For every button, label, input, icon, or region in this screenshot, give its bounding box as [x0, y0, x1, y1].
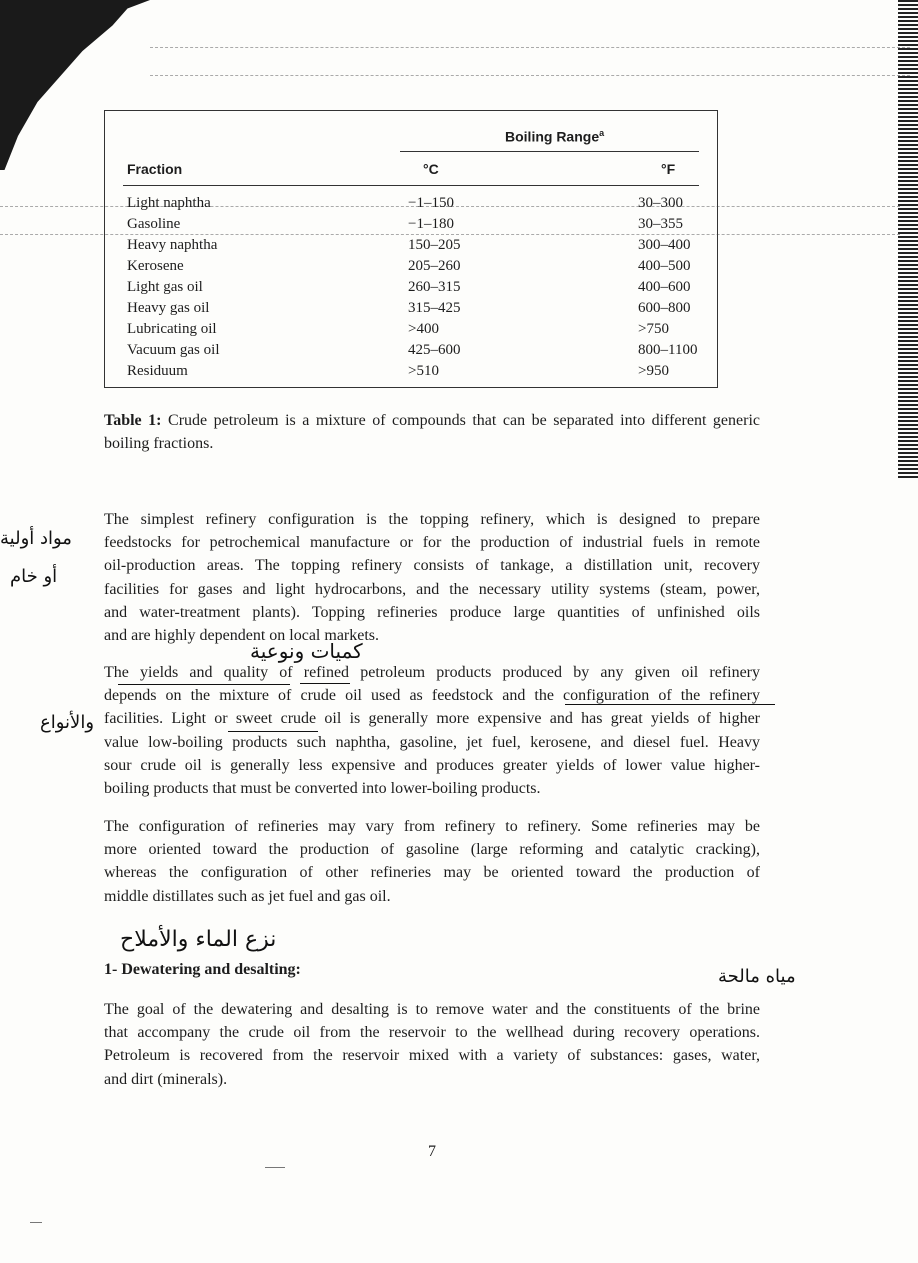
fahrenheit-cell: 400–500 — [638, 258, 691, 274]
text-line: and dirt (minerals). — [104, 1070, 228, 1088]
header-rule — [400, 151, 699, 152]
celsius-cell: 315–425 — [408, 300, 461, 316]
celsius-cell: 150–205 — [408, 237, 461, 253]
pen-underline — [300, 683, 350, 684]
fraction-cell: Light naphtha — [127, 195, 211, 211]
table-caption — [104, 409, 760, 455]
handwritten-note: نزع الماء والأملاح — [120, 927, 277, 952]
table-row — [105, 363, 717, 384]
scan-edge-noise — [898, 0, 918, 480]
pen-underline — [118, 684, 290, 685]
celsius-cell: 425–600 — [408, 342, 461, 358]
text-line: The goal of the dewatering and desalting is to remove water and the constituents of the brine — [104, 1001, 760, 1018]
celsius-cell: −1–150 — [408, 195, 454, 211]
text-line: more oriented toward the production of gasoline (large reforming and catalytic cracking), — [104, 841, 760, 859]
fahrenheit-cell: 800–1100 — [638, 342, 698, 358]
text-line: and are highly dependent on local markets. — [104, 627, 380, 645]
table-row — [105, 279, 717, 300]
paragraph-yields-quality — [104, 661, 760, 800]
body-rule — [123, 185, 699, 186]
fahrenheit-cell: 30–355 — [638, 216, 683, 232]
paragraph-topping-refinery — [104, 508, 760, 647]
text-line: The configuration of refineries may vary from refinery to refinery. Some refineries may be — [104, 818, 760, 835]
pen-underline — [565, 704, 775, 705]
table-row — [105, 300, 717, 321]
text-line: facilities. Light or sweet crude oil is generally more expensive and has great yields of higher — [104, 710, 760, 728]
boiling-fraction-table — [104, 110, 718, 388]
fraction-cell: Lubricating oil — [127, 321, 217, 337]
scan-dashed-line — [150, 75, 910, 76]
text-line: sour crude oil is generally less expensive and produces greater yields of lower value higher- — [104, 756, 760, 774]
celsius-cell: −1–180 — [408, 216, 454, 232]
celsius-cell: >510 — [408, 363, 439, 379]
fraction-cell: Kerosene — [127, 258, 184, 274]
fraction-cell: Residuum — [127, 363, 188, 379]
text-line: oil-production areas. The topping refinery consists of tankage, a distillation unit, recovery — [104, 557, 760, 575]
fraction-column-header: Fraction — [127, 161, 183, 177]
table-row — [105, 195, 717, 216]
celsius-cell: >400 — [408, 321, 439, 337]
celsius-cell: 260–315 — [408, 279, 461, 295]
handwritten-note: كميات ونوعية — [250, 639, 363, 663]
boiling-range-header: Boiling Range$^a$ — [505, 128, 605, 145]
text-line: The yields and quality of refined petroleum products produced by any given oil refinery — [104, 664, 760, 681]
handwritten-note: والأنواع — [40, 712, 95, 733]
paragraph-configuration — [104, 815, 760, 908]
celsius-cell: 205–260 — [408, 258, 461, 274]
text-line: whereas the configuration of other refineries may be oriented toward the production of — [104, 864, 760, 882]
fraction-cell: Heavy naphtha — [127, 237, 218, 253]
scan-dashed-line — [150, 47, 910, 48]
scan-speck — [30, 1222, 42, 1223]
table-row — [105, 321, 717, 342]
text-line: facilities for gases and light hydrocarbons, and the necessary utility systems (steam, power, — [104, 580, 760, 598]
scan-speck — [265, 1167, 285, 1168]
text-line: The simplest refinery configuration is the topping refinery, which is designed to prepare — [104, 511, 760, 528]
caption-text: Crude petroleum is a mixture of compounds that can be separated into different generic boiling fractions. — [104, 412, 760, 452]
text-line: middle distillates such as jet fuel and gas oil. — [104, 887, 391, 905]
text-line: feedstocks for petrochemical manufacture or for the production of industrial fuels in remote — [104, 534, 760, 552]
paragraph-dewatering — [104, 998, 760, 1091]
fahrenheit-column-header: °F — [661, 161, 676, 177]
text-line: value low-boiling products such naphtha, gasoline, jet fuel, kerosene, and diesel fuel. Heavy — [104, 733, 760, 751]
handwritten-note: مواد أولية — [0, 528, 72, 549]
text-line: and water-treatment plants). Topping refineries produce large quantities of unfinished oils — [104, 603, 760, 621]
caption-label: Table 1: — [104, 412, 162, 429]
handwritten-note: أو خام — [10, 566, 58, 587]
table-row — [105, 342, 717, 363]
table-row — [105, 237, 717, 258]
fraction-cell: Vacuum gas oil — [127, 342, 220, 358]
fraction-cell: Light gas oil — [127, 279, 203, 295]
text-line: that accompany the crude oil from the reservoir to the wellhead during recovery operations. — [104, 1024, 760, 1042]
fraction-cell: Gasoline — [127, 216, 181, 232]
table-row — [105, 258, 717, 279]
handwritten-note: مياه مالحة — [718, 966, 796, 987]
text-line: boiling products that must be converted into lower-boiling products. — [104, 780, 541, 798]
pen-underline — [228, 731, 318, 732]
celsius-column-header: °C — [423, 161, 439, 177]
fahrenheit-cell: 300–400 — [638, 237, 691, 253]
fahrenheit-cell: 30–300 — [638, 195, 683, 211]
text-line: depends on the mixture of crude oil used as feedstock and the configuration of the refinery — [104, 687, 760, 705]
text-line: Petroleum is recovered from the reservoir mixed with a variety of substances: gases, water, — [104, 1047, 760, 1065]
table-row — [105, 216, 717, 237]
page-number: 7 — [428, 1143, 436, 1160]
fahrenheit-cell: >950 — [638, 363, 669, 379]
fahrenheit-cell: >750 — [638, 321, 669, 337]
section-heading: 1- Dewatering and desalting: — [104, 961, 301, 978]
fahrenheit-cell: 400–600 — [638, 279, 691, 295]
fraction-cell: Heavy gas oil — [127, 300, 210, 316]
fahrenheit-cell: 600–800 — [638, 300, 691, 316]
